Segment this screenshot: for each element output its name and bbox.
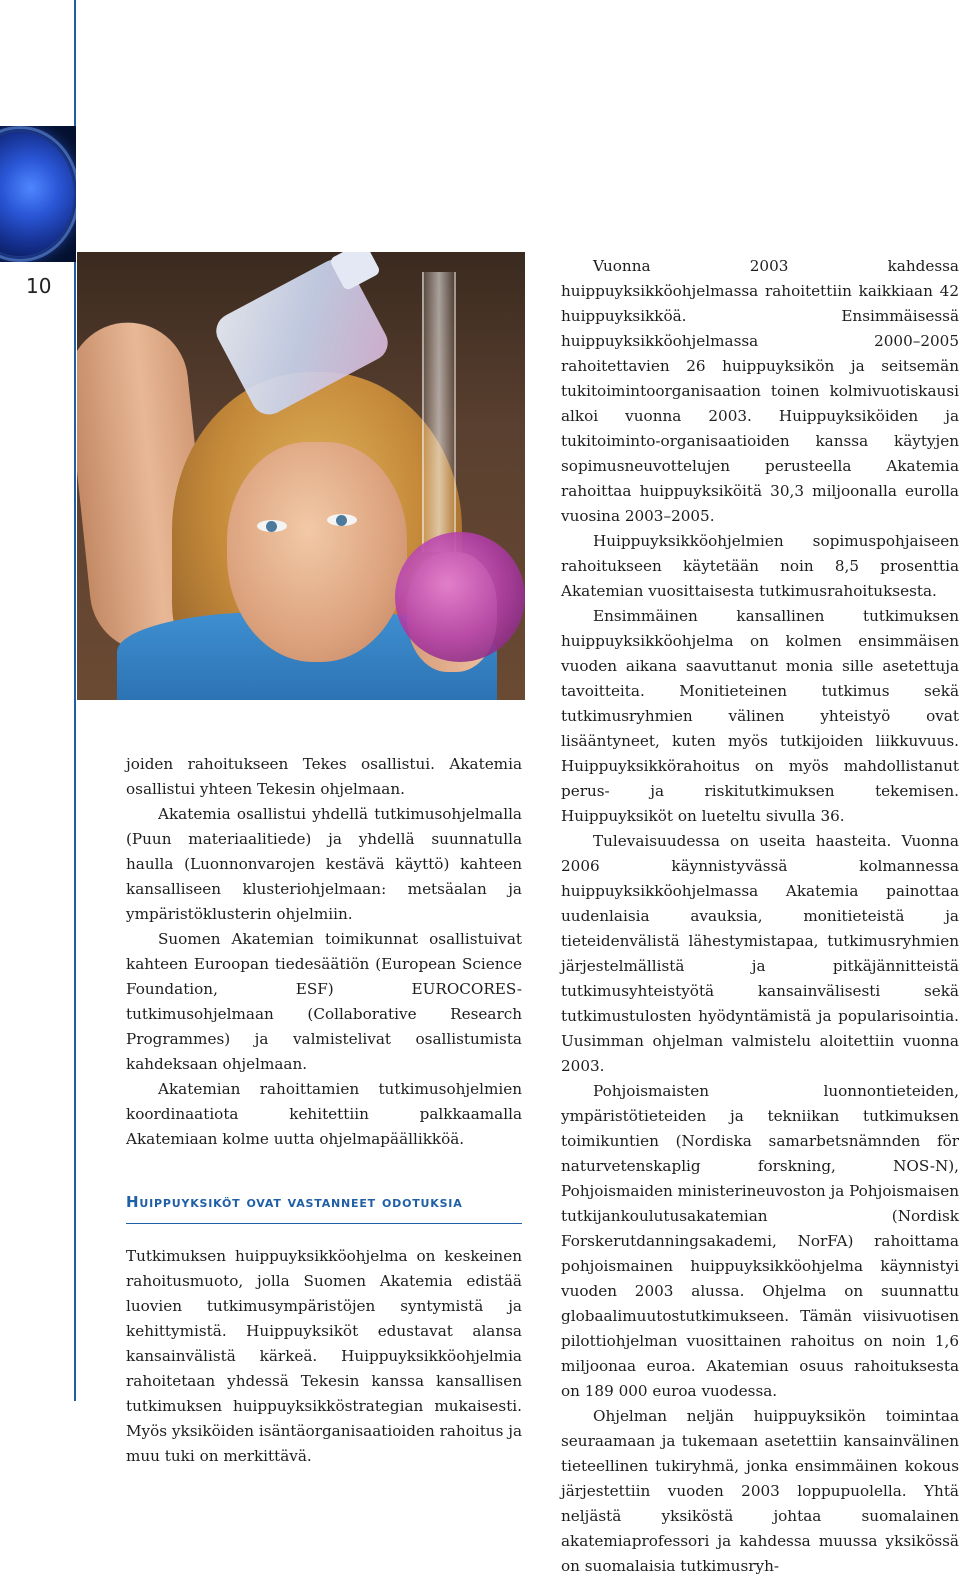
photo-eye-right — [327, 514, 357, 526]
photo-flask-bulb — [395, 532, 525, 662]
paragraph: Vuonna 2003 kahdessa huippuyksikköohjelmassa rahoitettiin kaikkiaan 42 huippuyksikköä. Ensimmäisessä huippuyksikköohjelmassa 2000–2005 rahoitettavien 26 huippuyksikön ja seitsemän tukitoimintoorganisaation toinen kolmivuotiskausi alkoi vuonna 2003. Huippuyksiköiden ja tukitoiminto-organisaatioiden kanssa käytyjen sopimusneuvottelujen perusteella Akatemia rahoittaa huippuyksiköitä 30,3 miljoonalla eurolla vuosina 2003–2005. — [561, 257, 959, 525]
paragraph: Pohjoismaisten luonnontieteiden, ympäristötieteiden ja tekniikan tutkimuksen toimikuntien (Nordiska samarbetsnämnden för naturvetenskaplig forskning, NOS-N), Pohjoismaiden ministerineuvoston ja Pohjoismaisen tutkijankoulutusakatemian (Nordisk Forskerutdanningsakademi, NorFA) rahoittama pohjoismainen huippuyksikköohjelma käynnistyi vuoden 2003 alussa. Ohjelma on suunnattu globaalimuutostutkimukseen. Tämän viisivuotisen pilottiohjelman vuosittainen rahoitus on noin 1,6 miljoonaa euroa. Akatemian osuus rahoituksesta on 189 000 euroa vuodessa. — [561, 1082, 959, 1400]
paragraph: Suomen Akatemian toimikunnat osallistuivat kahteen Euroopan tiedesäätiön (European Science Foundation, ESF) EUROCORES-tutkimusohjelmaan (Collaborative Research Programmes) ja valmistelivat osallistumista kahdeksaan ohjelmaan. — [126, 930, 522, 1073]
paragraph: Akatemian rahoittamien tutkimusohjelmien koordinaatiota kehitettiin palkkaamalla Akatemiaan kolme uutta ohjelmapäällikköä. — [126, 1080, 522, 1148]
section-heading: Huippuyksiköt ovat vastanneet odotuksia — [126, 1178, 522, 1224]
photo-eye-left — [257, 520, 287, 532]
paragraph: Ohjelman neljän huippuyksikön toimintaa seuraamaan ja tukemaan asetettiin kansainvälinen tieteellinen tukiryhmä, jonka ensimmäinen kokous järjestettiin vuoden 2003 loppupuolella. Yhtä neljästä yksiköstä johtaa suomalainen akatemiaprofessori ja kahdessa muussa yksikössä on suomalaisia tutkimusryh- — [561, 1407, 959, 1575]
photo-flask-neck — [422, 272, 456, 552]
paragraph: joiden rahoitukseen Tekes osallistui. Akatemia osallistui yhteen Tekesin ohjelmaan. — [126, 755, 522, 798]
globe-image — [0, 126, 76, 262]
right-text-column — [561, 254, 959, 1579]
page-number: 10 — [26, 274, 52, 298]
photo-face — [227, 442, 407, 662]
paragraph: Ensimmäinen kansallinen tutkimuksen huippuyksikköohjelma on kolmen ensimmäisen vuoden aikana saavuttanut monia sille asetettuja tavoitteita. Monitieteinen tutkimus sekä tutkimusryhmien välinen yhteistyö ovat lisääntyneet, kuten myös tutkijoiden liikkuvuus. Huippuyksikkörahoitus on myös mahdollistanut perus- ja riskitutkimuksen tekemisen. Huippuyksiköt on lueteltu sivulla 36. — [561, 607, 959, 825]
paragraph: Akatemia osallistui yhdellä tutkimusohjelmalla (Puun materiaalitiede) ja yhdellä suunnatulla haulla (Luonnonvarojen kestävä käyttö) kahteen kansalliseen klusteriohjelmaan: metsäalan ja ympäristöklusterin ohjelmiin. — [126, 805, 522, 923]
paragraph: Huippuyksikköohjelmien sopimuspohjaiseen rahoitukseen käytetään noin 8,5 prosenttia Akatemian vuosittaisesta tutkimusrahoituksesta. — [561, 532, 959, 600]
paragraph: Tutkimuksen huippuyksikköohjelma on keskeinen rahoitusmuoto, jolla Suomen Akatemia edistää luovien tutkimusympäristöjen syntymistä ja kehittymistä. Huippuyksiköt edustavat alansa kansainvälistä kärkeä. Huippuyksikköohjelmia rahoitetaan yhdessä Tekesin kanssa kansallisen tutkimuksen huippuyksikköstrategian mukaisesti. Myös yksiköiden isäntäorganisaatioiden rahoitus ja muu tuki on merkittävä. — [126, 1247, 522, 1465]
paragraph: Tulevaisuudessa on useita haasteita. Vuonna 2006 käynnistyvässä kolmannessa huippuyksikköohjelmassa Akatemia painottaa uudenlaisia avauksia, monitieteistä ja tieteidenvälistä lähestymistapaa, tutkimusryhmien järjestelmällistä ja pitkäjännitteistä tutkimusyhteistyötä kansainvälisesti sekä tutkimustulosten hyödyntämistä ja popularisointia. Uusimman ohjelman valmistelu aloitettiin vuonna 2003. — [561, 832, 959, 1075]
globe-ring-shape — [0, 126, 76, 262]
scientist-photo — [77, 252, 525, 700]
left-text-column — [126, 752, 522, 1469]
